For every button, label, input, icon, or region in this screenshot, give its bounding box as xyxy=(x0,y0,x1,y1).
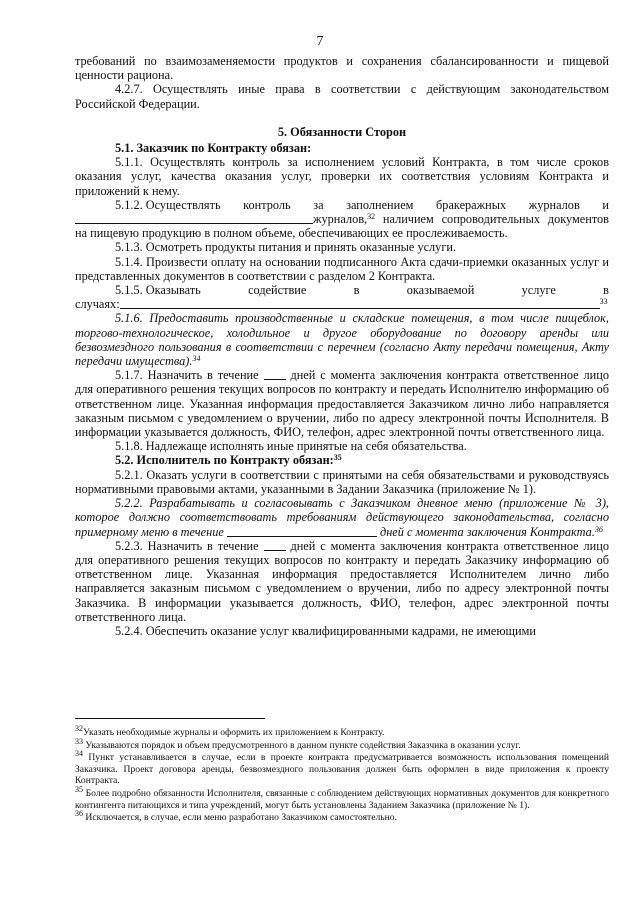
footnote: $^{35}$ Более подробно обязанности Исполнителя, связанные с соблюдением действующих нормативных документов для конкретного контингента питающихся и типа учреждений, могут быть установлены Заданием Заказчика (приложение № 1). xyxy=(75,784,609,811)
footnote-ref: 36 xyxy=(594,524,603,534)
word: и xyxy=(602,197,609,212)
footnote: $^{34}$ Пункт устанавливается в случае, если в проекте контракта предусматривается возможность использования помещений Заказчика. Проект договора аренды, безвозмездного пользования должен быть оформлен в виде приложения к проекту Контракта. xyxy=(75,749,609,787)
blank-line xyxy=(264,540,286,551)
clause-5-1-5-rest: случаях: $^{33}$ xyxy=(75,297,608,312)
word: журналов xyxy=(528,197,580,212)
word: в xyxy=(353,283,360,298)
paragraph-continuation: требований по взаимозаменяемости продуктов и сохранения сбалансированности и пищевой ценности рациона. xyxy=(75,54,609,83)
clause-5-1-2-rest: журналов,$^{32}$ наличием сопроводительных документов на пищевую продукцию в полном объеме, обеспечивающих ее прослеживаемость. xyxy=(75,212,609,241)
document-body xyxy=(75,54,609,638)
footnotes xyxy=(75,718,609,825)
word: бракеражных xyxy=(436,197,507,212)
subsection-5-2-title: 5.2. Исполнитель по Контракту обязан:$^{35}$ xyxy=(115,453,342,468)
blank-line xyxy=(120,298,600,309)
footnote: $^{36}$ Исключается, в случае, если меню разработано Заказчиком самостоятельно. xyxy=(75,809,398,824)
blank-line xyxy=(75,213,313,224)
page-number: 7 xyxy=(316,34,324,49)
clause-5-2-4: 5.2.4. Обеспечить оказание услуг квалифицированными кадрами, не имеющими xyxy=(115,623,536,638)
clause-5-2-2: 5.2.2. Разрабатывать и согласовывать с Заказчиком дневное меню (приложение № 3), которое должно соответствовать требованиям действующего законодательства, согласно примерному меню в течение дней с момента заключения Контракта.$^{36}$ xyxy=(75,496,609,539)
section-title: 5. Обязанности Сторон xyxy=(277,124,407,139)
footnote-ref: 33 xyxy=(599,297,608,307)
word: за xyxy=(313,197,324,212)
footnote: $^{32}$Указать необходимые журналы и оформить их приложением к Контракту. xyxy=(75,724,385,738)
footnote-ref: 32 xyxy=(367,212,376,222)
word: контроль xyxy=(243,197,291,212)
clause-5-1-5 xyxy=(75,283,609,311)
clause-5-1-5-line1 xyxy=(75,283,609,297)
word: 5.1.2. Осуществлять xyxy=(115,197,221,212)
clause-5-1-1: 5.1.1. Осуществлять контроль за исполнением условий Контракта, в том числе сроков оказания услуг, качества оказания услуг, проверки их соответствия условиям Контракта и приложений к нему. xyxy=(75,155,609,198)
footnote-ref: 34 xyxy=(192,354,201,364)
clause-5-1-8: 5.1.8. Надлежаще исполнять иные принятые на себя обязательства. xyxy=(115,439,467,454)
clause-5-1-6: 5.1.6. Предоставить производственные и складские помещения, в том числе пищеблок, торгово-технологическое, холодильное и другое оборудование по договору аренды или безвозмездного пользования в соответствии с перечнем (согласно Акту передачи помещения, Акту передачи имущества).$^{34}$ xyxy=(75,311,609,369)
clause-5-1-3: 5.1.3. Осмотреть продукты питания и принять оказанные услуги. xyxy=(115,240,457,255)
subsection-5-1-title: 5.1. Заказчик по Контракту обязан: xyxy=(115,141,312,156)
word: заполнением xyxy=(346,197,414,212)
clause-5-1-2 xyxy=(75,198,609,241)
clause-5-2-3: 5.2.3. Назначить в течение дней с момента заключения контракта ответственное лицо для оперативного решения текущих вопросов по контракту и передать Заказчику информацию об ответственном лице. Указанная информация предоставляется Исполнителем лично либо направляется заказным письмом с уведомлением о вручении, либо по адресу электронной почты Заказчика. В информации указывается должность, ФИО, телефон, адрес электронной почты ответственного лица. xyxy=(75,538,609,624)
word: 5.1.5. Оказывать xyxy=(115,283,201,298)
footnote: $^{33}$ Указываются порядок и объем предусмотренного в данном пункте содействия Заказчика в оказании услуг. xyxy=(75,736,521,751)
word: услуге xyxy=(521,283,556,298)
clause-5-1-7: 5.1.7. Назначить в течение дней с момента заключения контракта ответственное лицо для оперативного решения текущих вопросов по контракту и передать Исполнителю информацию об ответственном лице. Указанная информация предоставляется Заказчиком лично либо направляется заказным письмом с уведомлением о вручении, либо по адресу электронной почты Исполнителя. В информации указывается должность, ФИО, телефон, адрес электронной почты ответственного лица. xyxy=(75,368,609,440)
clause-5-1-2-line1 xyxy=(75,198,609,212)
clause-5-2-1: 5.2.1. Оказать услуги в соответствии с принятыми на себя обязательствами и руководствуясь нормативными правовыми актами, указанными в Задании Заказчика (приложение № 1). xyxy=(75,467,609,496)
word: в xyxy=(603,283,609,298)
clause-4-2-7: 4.2.7. Осуществлять иные права в соответствии с действующим законодательством Российской Федерации. xyxy=(75,82,609,111)
word: оказываемой xyxy=(406,283,475,298)
footnote-separator xyxy=(75,718,265,719)
blank-line xyxy=(264,369,286,380)
word: содействие xyxy=(248,283,307,298)
blank-line xyxy=(227,526,377,537)
clause-5-1-4: 5.1.4. Произвести оплату на основании подписанного Акта сдачи-приемки оказанных услуг и представленных документов в соответствии с разделом 2 Контракта. xyxy=(75,254,609,283)
footnote-ref: 35 xyxy=(333,453,342,463)
